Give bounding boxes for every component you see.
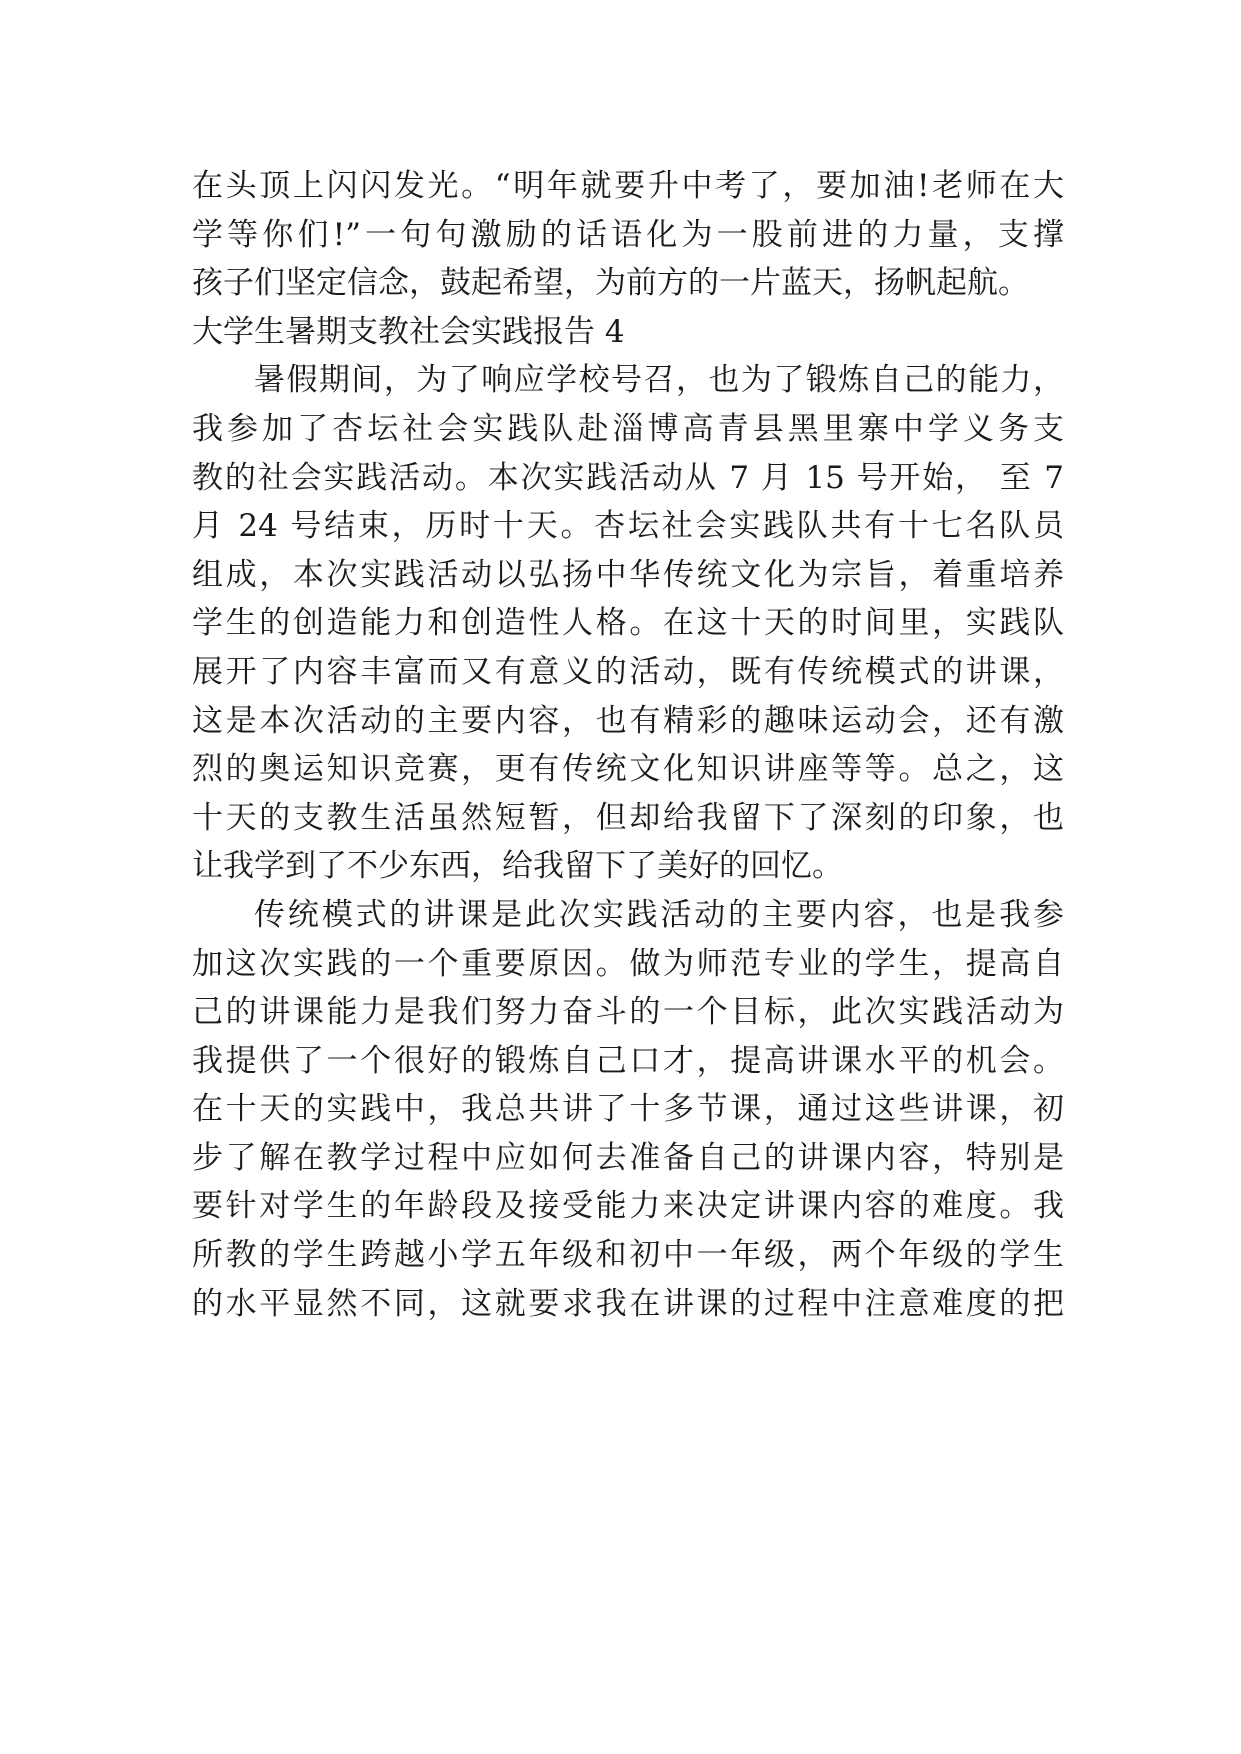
paragraph-2 [192,891,1064,1328]
text-line: 教的社会实践活动。本次实践活动从 7 月 15 号开始， 至 7 [192,459,1064,496]
paragraph-1 [192,356,1064,891]
text-line: 孩子们坚定信念，鼓起希望，为前方的一片蓝天，扬帆起航。 [192,265,1029,302]
text-line: 烈的奥运知识竞赛，更有传统文化知识讲座等等。总之，这 [192,751,1064,788]
text-line: 学等你们!”一句句激励的话语化为一股前进的力量，支撑 [192,216,1064,253]
text-line: 十天的支教生活虽然短暂，但却给我留下了深刻的印象，也 [192,799,1064,836]
text-line: 让我学到了不少东西，给我留下了美好的回忆。 [192,848,843,885]
text-line: 己的讲课能力是我们努力奋斗的一个目标，此次实践活动为 [192,994,1064,1031]
text-line: 传统模式的讲课是此次实践活动的主要内容，也是我参 [254,896,1064,933]
text-line: 组成，本次实践活动以弘扬中华传统文化为宗旨，着重培养 [192,556,1064,593]
text-line: 展开了内容丰富而又有意义的活动，既有传统模式的讲课， [192,653,1064,690]
text-line: 加这次实践的一个重要原因。做为师范专业的学生，提高自 [192,945,1064,982]
heading-line: 大学生暑期支教社会实践报告 4 [192,313,625,350]
document-body [192,162,1064,1328]
text-line: 要针对学生的年龄段及接受能力来决定讲课内容的难度。我 [192,1188,1064,1225]
section-heading [192,308,1064,357]
paragraph-continuation [192,162,1064,308]
text-line: 月 24 号结束，历时十天。杏坛社会实践队共有十七名队员 [192,508,1064,545]
text-line: 学生的创造能力和创造性人格。在这十天的时间里，实践队 [192,605,1064,642]
text-line: 所教的学生跨越小学五年级和初中一年级，两个年级的学生 [192,1237,1064,1274]
text-line: 在头顶上闪闪发光。“明年就要升中考了，要加油!老师在大 [192,168,1064,204]
text-line: 步了解在教学过程中应如何去准备自己的讲课内容，特别是 [192,1139,1064,1176]
text-line: 暑假期间，为了响应学校号召，也为了锻炼自己的能力， [254,362,1064,399]
text-line: 我提供了一个很好的锻炼自己口才，提高讲课水平的机会。 [192,1042,1064,1079]
text-line: 这是本次活动的主要内容，也有精彩的趣味运动会，还有激 [192,702,1064,739]
text-line: 的水平显然不同，这就要求我在讲课的过程中注意难度的把 [192,1285,1064,1322]
text-line: 我参加了杏坛社会实践队赴淄博高青县黑里寨中学义务支 [192,410,1064,447]
text-line: 在十天的实践中，我总共讲了十多节课，通过这些讲课，初 [192,1091,1064,1128]
